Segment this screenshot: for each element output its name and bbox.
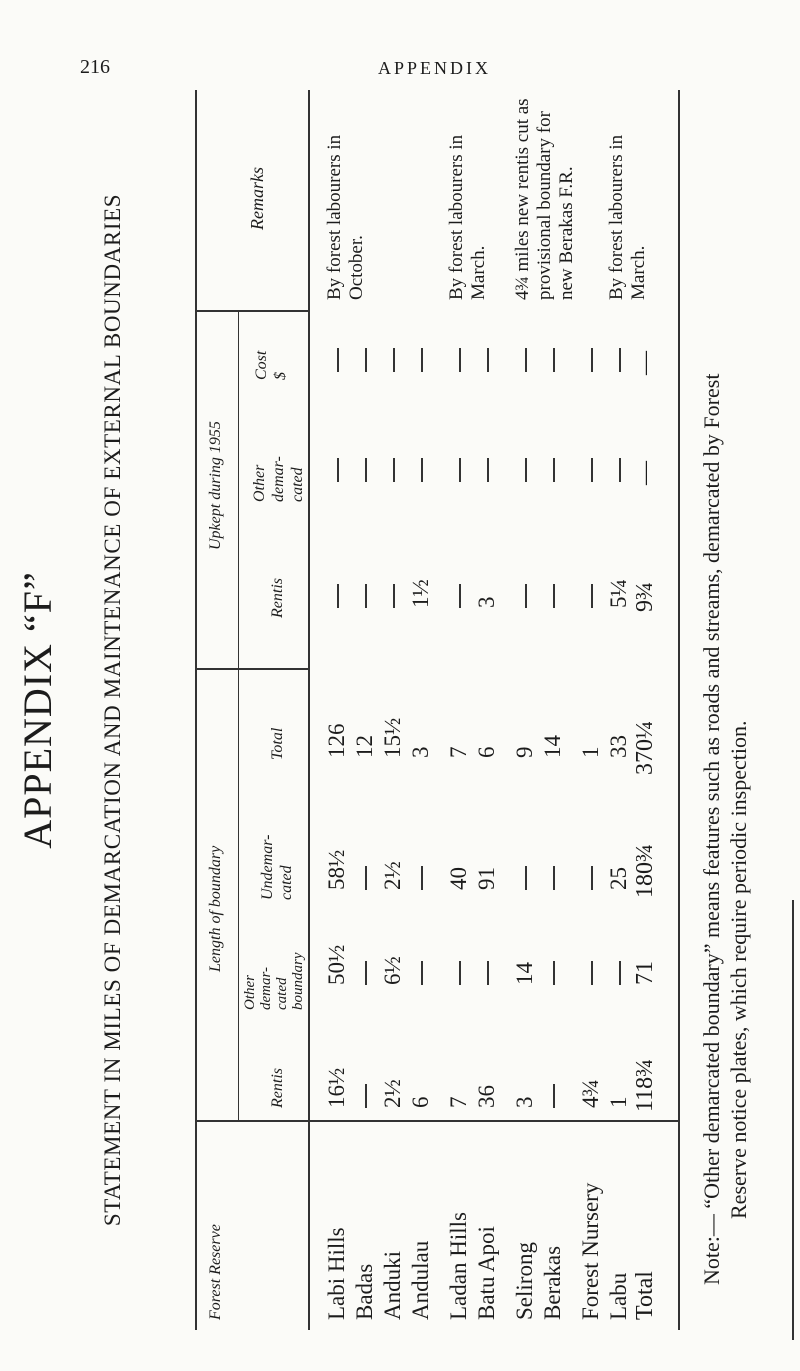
running-head: APPENDIX — [378, 58, 492, 78]
cell-rentis-dash — [553, 1084, 555, 1108]
header-rentis: Rentis — [269, 1068, 286, 1108]
header-cost: Cost $ — [253, 350, 289, 380]
total-undemarcated: 180¾ — [632, 844, 658, 898]
rule-remarks-divider — [195, 310, 308, 312]
cell-upkept-other-dash — [421, 458, 423, 482]
cell-other-demarcated: 14 — [512, 962, 537, 985]
cell-cost-dash — [487, 348, 489, 372]
header-remarks: Remarks — [247, 167, 267, 230]
cell-other-demarcated-dash — [365, 961, 367, 985]
footnote-line-2: Reserve notice plates, which require periodic inspection. — [726, 720, 751, 1219]
rule-top — [195, 90, 197, 1330]
cell-other-demarcated-dash — [553, 961, 555, 985]
cell-cost-dash — [365, 348, 367, 372]
cell-upkept-rentis-dash — [393, 584, 395, 608]
cell-undemarcated: 91 — [474, 867, 499, 890]
total-upkept-rentis: 9¾ — [632, 582, 658, 612]
cell-cost-dash — [393, 348, 395, 372]
cell-other-demarcated-dash — [421, 961, 423, 985]
cell-undemarcated-dash — [553, 866, 555, 890]
cell-undemarcated: 40 — [446, 867, 471, 890]
cell-upkept-rentis: 5¼ — [606, 579, 631, 608]
cell-undemarcated-dash — [365, 866, 367, 890]
cell-upkept-other-dash — [365, 458, 367, 482]
rotated-table-page — [10, 90, 790, 1330]
cell-upkept-rentis-dash — [591, 584, 593, 608]
cell-cost-dash — [421, 348, 423, 372]
cell-upkept-other-dash — [619, 458, 621, 482]
cell-upkept-other-dash — [337, 458, 339, 482]
cell-upkept-rentis: 3 — [474, 596, 499, 608]
cell-other-demarcated: 6½ — [380, 956, 405, 985]
cell-other-demarcated: 50½ — [324, 944, 349, 985]
cell-upkept-rentis-dash — [459, 584, 461, 608]
cell-cost-dash — [619, 348, 621, 372]
rule-header-bottom — [308, 90, 310, 1330]
cell-rentis: 4¾ — [578, 1079, 603, 1108]
cell-total: 33 — [606, 735, 631, 758]
header-upkept-during-1955: Upkept during 1955 — [207, 421, 224, 550]
cell-reserve: Andulau — [408, 1240, 433, 1320]
cell-cost-dash — [553, 348, 555, 372]
cell-rentis: 3 — [512, 1096, 537, 1108]
cell-cost-dash — [525, 348, 527, 372]
cell-other-demarcated-dash — [591, 961, 593, 985]
cell-reserve: Badas — [352, 1263, 377, 1320]
cell-other-demarcated-dash — [619, 961, 621, 985]
cell-undemarcated-dash — [421, 866, 423, 890]
cell-total: 14 — [540, 735, 565, 758]
cell-undemarcated: 58½ — [324, 849, 349, 890]
cell-upkept-rentis-dash — [365, 584, 367, 608]
cell-cost-dash — [337, 348, 339, 372]
cell-upkept-other-dash — [553, 458, 555, 482]
cell-cost-dash — [459, 348, 461, 372]
cell-total: 9 — [512, 746, 537, 758]
cell-total: 126 — [324, 723, 349, 758]
cell-total: 6 — [474, 746, 499, 758]
cell-rentis: 2½ — [380, 1079, 405, 1108]
cell-reserve: Labi Hills — [324, 1227, 349, 1320]
rule-reserve-column — [195, 1120, 678, 1122]
rule-group-divider — [195, 668, 308, 670]
header-upkept-rentis: Rentis — [269, 578, 286, 618]
cell-total: 15½ — [380, 717, 405, 758]
header-total: Total — [269, 727, 286, 760]
cell-reserve: Labu — [606, 1272, 631, 1320]
cell-upkept-other-dash — [525, 458, 527, 482]
total-cost: — — [632, 351, 658, 375]
total-total: 370¼ — [632, 721, 658, 775]
cell-reserve: Ladan Hills — [446, 1212, 471, 1320]
cell-undemarcated-dash — [525, 866, 527, 890]
cell-total: 7 — [446, 746, 471, 758]
cell-remarks: 4¾ miles new rentis cut as provisional boundary for new Berakas F.R. — [512, 98, 577, 300]
cell-other-demarcated-dash — [459, 961, 461, 985]
cell-other-demarcated-dash — [487, 961, 489, 985]
cell-upkept-other-dash — [487, 458, 489, 482]
cell-reserve: Batu Apoi — [474, 1226, 499, 1320]
page-number: 216 — [80, 56, 110, 78]
appendix-title: APPENDIX “F” — [15, 571, 60, 849]
cell-upkept-rentis: 1½ — [408, 579, 433, 608]
cell-reserve: Berakas — [540, 1245, 565, 1320]
cell-rentis: 6 — [408, 1096, 433, 1108]
footnote — [698, 374, 752, 1285]
page-edge-rule — [792, 900, 794, 1340]
cell-rentis: 1 — [606, 1096, 631, 1108]
header-other-demarcated-boundary: Other demar- cated boundary — [242, 952, 306, 1010]
cell-rentis: 7 — [446, 1096, 471, 1108]
cell-reserve: Anduki — [380, 1251, 405, 1320]
cell-undemarcated: 25 — [606, 867, 631, 890]
cell-upkept-rentis-dash — [337, 584, 339, 608]
cell-undemarcated: 2½ — [380, 861, 405, 890]
cell-rentis: 36 — [474, 1085, 499, 1108]
total-rentis: 118¾ — [632, 1058, 658, 1112]
cell-remarks: By forest labourers in March. — [606, 134, 649, 300]
cell-reserve: Selirong — [512, 1242, 537, 1320]
statement-subtitle: STATEMENT IN MILES OF DEMARCATION AND MAINTENANCE OF EXTERNAL BOUNDARIES — [100, 193, 125, 1227]
header-undemarcated: Undemar- cated — [259, 834, 295, 900]
cell-undemarcated-dash — [591, 866, 593, 890]
cell-rentis-dash — [365, 1084, 367, 1108]
rule-table-bottom — [678, 90, 680, 1330]
rule-group-headers — [238, 312, 239, 1122]
cell-remarks: By forest labourers in March. — [446, 134, 489, 300]
cell-rentis: 16½ — [324, 1067, 349, 1108]
footnote-line-1: Note:— “Other demarcated boundary” means features such as roads and streams, demarcated by Forest — [699, 373, 724, 1285]
total-label: Total — [632, 1271, 658, 1320]
cell-remarks: By forest labourers in October. — [324, 134, 367, 300]
cell-upkept-other-dash — [459, 458, 461, 482]
cell-upkept-rentis-dash — [553, 584, 555, 608]
total-upkept-other: — — [632, 461, 658, 485]
header-upkept-other-demarcated: Other demar- cated — [251, 456, 306, 502]
cell-upkept-other-dash — [591, 458, 593, 482]
cell-cost-dash — [591, 348, 593, 372]
cell-upkept-rentis-dash — [525, 584, 527, 608]
cell-total: 3 — [408, 746, 433, 758]
cell-total: 1 — [578, 746, 603, 758]
cell-upkept-other-dash — [393, 458, 395, 482]
cell-total: 12 — [352, 735, 377, 758]
total-other-demarcated: 71 — [632, 961, 658, 985]
header-length-of-boundary: Length of boundary — [207, 845, 224, 972]
header-forest-reserve: Forest Reserve — [207, 1224, 224, 1320]
cell-reserve: Forest Nursery — [578, 1182, 603, 1320]
